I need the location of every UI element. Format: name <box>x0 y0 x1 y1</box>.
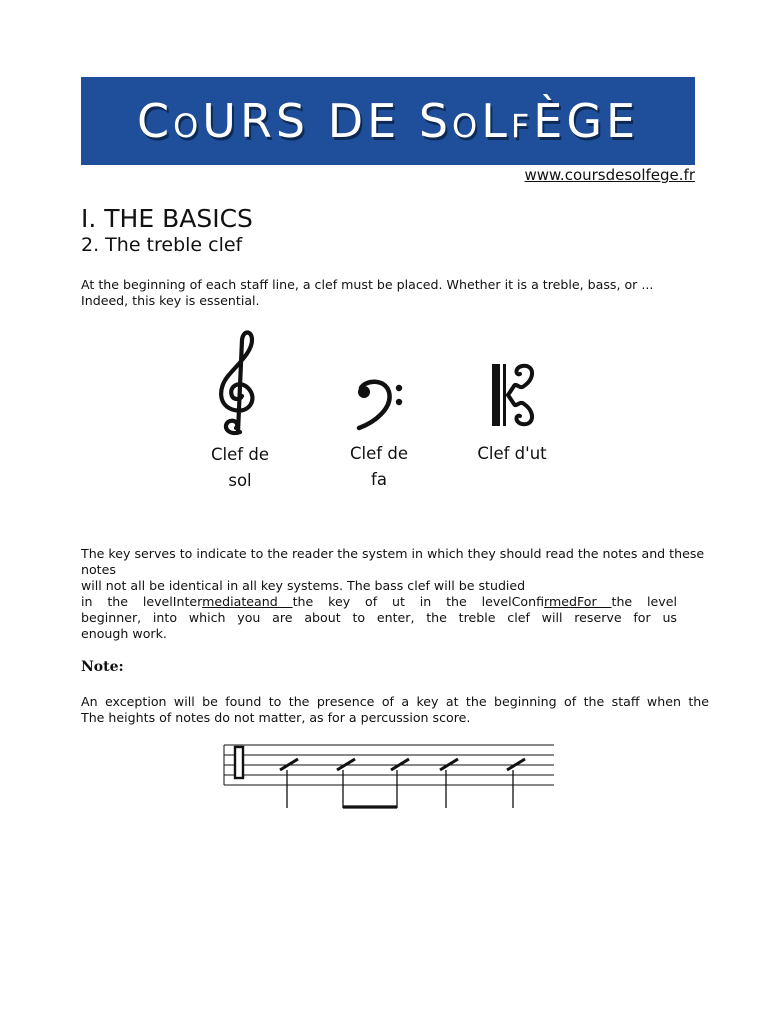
body-line-3-part-c: the key of ut in the levelConfi <box>292 594 545 609</box>
clef-label-fa <box>329 441 429 493</box>
body-line-3-part-e: the level <box>611 594 677 609</box>
body-paragraph <box>81 546 741 642</box>
clef-label-sol-line-2: sol <box>228 471 252 490</box>
body-line-2: will not all be identical in all key systems. The bass clef will be studied <box>81 578 526 593</box>
banner-logo-text: CoURS DE SoLfÈGE <box>136 94 640 148</box>
body-line-3 <box>81 594 677 610</box>
body-line-3-part-d: rmedFor <box>544 594 612 609</box>
body-line-3-part-a: in the levelInter <box>81 594 203 609</box>
treble-clef-icon <box>212 328 264 440</box>
clef-label-sol-line-1: Clef de <box>211 445 269 464</box>
body-line-4: beginner, into which you are about to enter, the treble clef will reserve for us <box>81 610 677 625</box>
site-banner <box>81 77 695 165</box>
note-paragraph <box>81 694 709 726</box>
intro-line-2: Indeed, this key is essential. <box>81 293 260 308</box>
percussion-clef-icon <box>235 747 243 778</box>
slash-note <box>280 759 298 808</box>
clefs-illustration <box>190 320 590 500</box>
section-title: I. THE BASICS <box>81 204 253 233</box>
slash-note <box>337 759 355 808</box>
site-url-link[interactable]: www.coursdesolfege.fr <box>524 166 695 184</box>
percussion-staff-illustration <box>222 740 556 814</box>
slash-notes <box>280 759 525 808</box>
body-line-3-part-b: mediateand <box>202 594 293 609</box>
note-label: Note: <box>81 659 124 675</box>
clef-label-sol <box>190 442 290 494</box>
clef-label-fa-line-1: Clef de <box>350 444 408 463</box>
clef-label-ut-line-1: Clef d'ut <box>477 444 547 463</box>
note-line-1: An exception will be found to the presence of a key at the beginning of the staff when the <box>81 694 709 709</box>
intro-paragraph <box>81 277 741 309</box>
bass-clef-icon <box>355 378 407 432</box>
slash-note <box>440 759 458 808</box>
clef-label-ut <box>462 441 562 467</box>
section-subtitle: 2. The treble clef <box>81 234 243 256</box>
slash-note <box>391 759 409 808</box>
intro-line-1: At the beginning of each staff line, a clef must be placed. Whether it is a treble, bass, or ... <box>81 277 654 292</box>
slash-note <box>507 759 525 808</box>
body-line-1: The key serves to indicate to the reader the system in which they should read the notes and these notes <box>81 546 705 577</box>
staff-lines <box>224 745 554 785</box>
body-line-5: enough work. <box>81 626 167 641</box>
note-line-2: The heights of notes do not matter, as for a percussion score. <box>81 710 471 725</box>
clef-label-fa-line-2: fa <box>371 470 387 489</box>
alto-clef-icon <box>490 362 540 428</box>
